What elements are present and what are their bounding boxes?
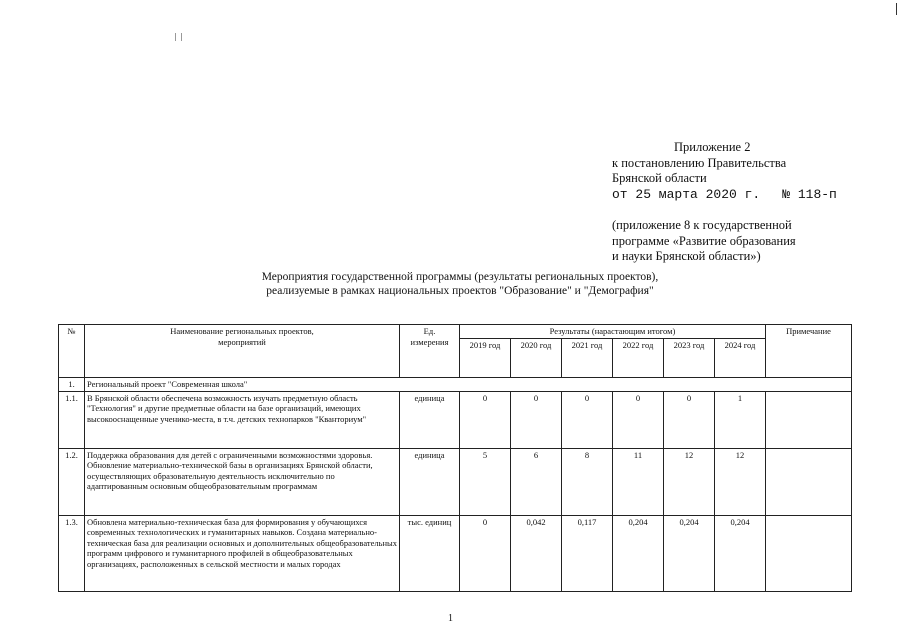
header-name-line: Наименование региональных проектов,	[170, 326, 314, 336]
row-unit: единица	[400, 391, 460, 448]
table-section-row	[59, 378, 852, 392]
header-year: 2019 год	[460, 338, 511, 377]
appendix-date: от 25 марта 2020 г.	[612, 186, 761, 202]
row-value: 12	[664, 448, 715, 515]
row-value: 8	[562, 448, 613, 515]
row-num: 1.2.	[59, 448, 85, 515]
header-unit-line: измерения	[410, 336, 449, 347]
row-name: Поддержка образования для детей с ограниченными возможностями здоровья. Обновление материально-технической базы в организациях Брянской области, осуществляющих образовательную деятельность исключительно по адаптированным основным общеобразовательным программам	[85, 448, 400, 515]
row-value: 0,204	[715, 515, 766, 591]
table-row	[59, 448, 852, 515]
header-note: Примечание	[766, 325, 852, 378]
row-unit: тыс. единиц	[400, 515, 460, 591]
row-name: Обновлена материально-техническая база для формирования у обучающихся современных технологических и гуманитарных навыков. Создана материально-техническая база для реализации основных и дополнительных общеобразовательных программ цифрового и гуманитарного профилей в общеобразовательных организациях, расположенных в сельской местности и малых городах	[85, 515, 400, 591]
header-year: 2024 год	[715, 338, 766, 377]
appendix-reference: и науки Брянской области»)	[612, 249, 761, 263]
row-value: 5	[460, 448, 511, 515]
header-name	[85, 325, 400, 378]
row-name: В Брянской области обеспечена возможность изучать предметную область "Технология" и другие предметные области на базе организаций, имеющих высокооснащенные ученико-места, в т.ч. детских технопарков "Кванториум"	[85, 391, 400, 448]
scan-speck	[175, 33, 176, 41]
appendix-title: Приложение 2	[674, 140, 751, 154]
header-year: 2021 год	[562, 338, 613, 377]
header-unit-line: Ед.	[423, 326, 436, 336]
row-num: 1.1.	[59, 391, 85, 448]
header-year: 2022 год	[613, 338, 664, 377]
row-value: 6	[511, 448, 562, 515]
section-name: Региональный проект "Современная школа"	[85, 378, 852, 392]
row-value: 0	[613, 391, 664, 448]
header-results: Результаты (нарастающим итогом)	[460, 325, 766, 339]
row-value: 0	[511, 391, 562, 448]
scan-speck	[181, 33, 182, 41]
document-title-line: реализуемые в рамках национальных проектов "Образование" и "Демография"	[266, 285, 654, 297]
appendix-line: Брянской области	[612, 171, 707, 185]
appendix-block	[612, 140, 872, 265]
appendix-line: к постановлению Правительства	[612, 155, 787, 170]
header-name-line: мероприятий	[218, 336, 266, 347]
row-value: 0,042	[511, 515, 562, 591]
row-unit: единица	[400, 448, 460, 515]
results-table	[58, 324, 852, 592]
header-num: №	[59, 325, 85, 378]
row-value: 11	[613, 448, 664, 515]
appendix-reference: программе «Развитие образования	[612, 233, 796, 248]
row-value: 0	[460, 515, 511, 591]
row-note	[766, 515, 852, 591]
row-value: 0	[562, 391, 613, 448]
row-value: 0,204	[613, 515, 664, 591]
document-title-line: Мероприятия государственной программы (результаты региональных проектов),	[261, 271, 659, 283]
table-row	[59, 391, 852, 448]
section-num: 1.	[59, 378, 85, 392]
table-row	[59, 515, 852, 591]
appendix-reference: (приложение 8 к государственной	[612, 218, 792, 232]
row-note	[766, 391, 852, 448]
row-note	[766, 448, 852, 515]
row-value: 0,204	[664, 515, 715, 591]
scan-corner-mark	[896, 3, 897, 15]
document-title	[180, 270, 740, 298]
appendix-date-line	[612, 187, 872, 203]
header-year: 2023 год	[664, 338, 715, 377]
header-year: 2020 год	[511, 338, 562, 377]
row-value: 0	[460, 391, 511, 448]
table-header-row	[59, 325, 852, 339]
appendix-number: № 118-п	[782, 186, 837, 202]
page-number: 1	[448, 613, 453, 624]
header-unit	[400, 325, 460, 378]
row-value: 0,117	[562, 515, 613, 591]
row-value: 12	[715, 448, 766, 515]
row-num: 1.3.	[59, 515, 85, 591]
row-value: 1	[715, 391, 766, 448]
row-value: 0	[664, 391, 715, 448]
